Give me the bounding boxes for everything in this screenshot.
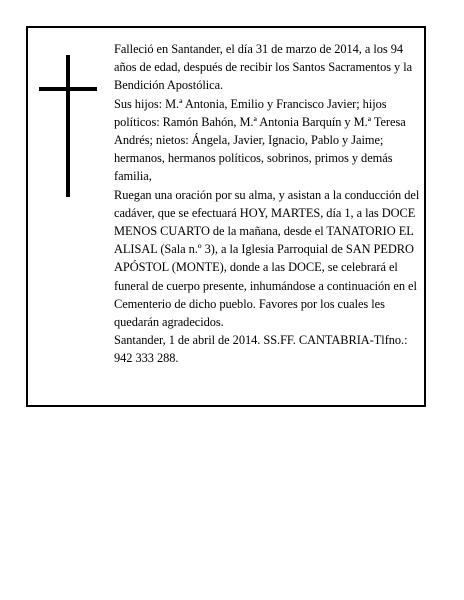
- obituary-text: [114, 40, 422, 368]
- obituary-notice: [26, 26, 426, 407]
- cross-icon: [39, 55, 97, 197]
- family-list-paragraph: Sus hijos: M.ª Antonia, Emilio y Francisco Javier; hijos políticos: Ramón Bahón, M.ª Antonia Barquín y M.ª Teresa Andrés; nietos: Ángela, Javier, Ignacio, Pablo y Jaime; hermanos, hermanos políticos, sobrinos, primos y demás familia,: [114, 96, 406, 184]
- cross-vertical-bar: [66, 55, 70, 197]
- death-announcement-paragraph: Falleció en Santander, el día 31 de marzo de 2014, a los 94 años de edad, después de recibir los Santos Sacramentos y la Bendición Apostólica.: [114, 42, 413, 93]
- date-and-contact-paragraph: Santander, 1 de abril de 2014. SS.FF. CANTABRIA-Tlfno.: 942 333 288.: [114, 333, 408, 366]
- cross-horizontal-bar: [39, 87, 97, 91]
- funeral-details-paragraph: Ruegan una oración por su alma, y asistan a la conducción del cadáver, que se efectuará HOY, MARTES, día 1, a las DOCE MENOS CUARTO de la mañana, desde el TANATORIO EL ALISAL (Sala n.º 3), a la Iglesia Parroquial de SAN PEDRO APÓSTOL (MONTE), donde a las DOCE, se celebrará el funeral de cuerpo presente, inhumándose a continuación en el Cementerio de dicho pueblo. Favores por los cuales les quedarán agradecidos.: [114, 187, 420, 330]
